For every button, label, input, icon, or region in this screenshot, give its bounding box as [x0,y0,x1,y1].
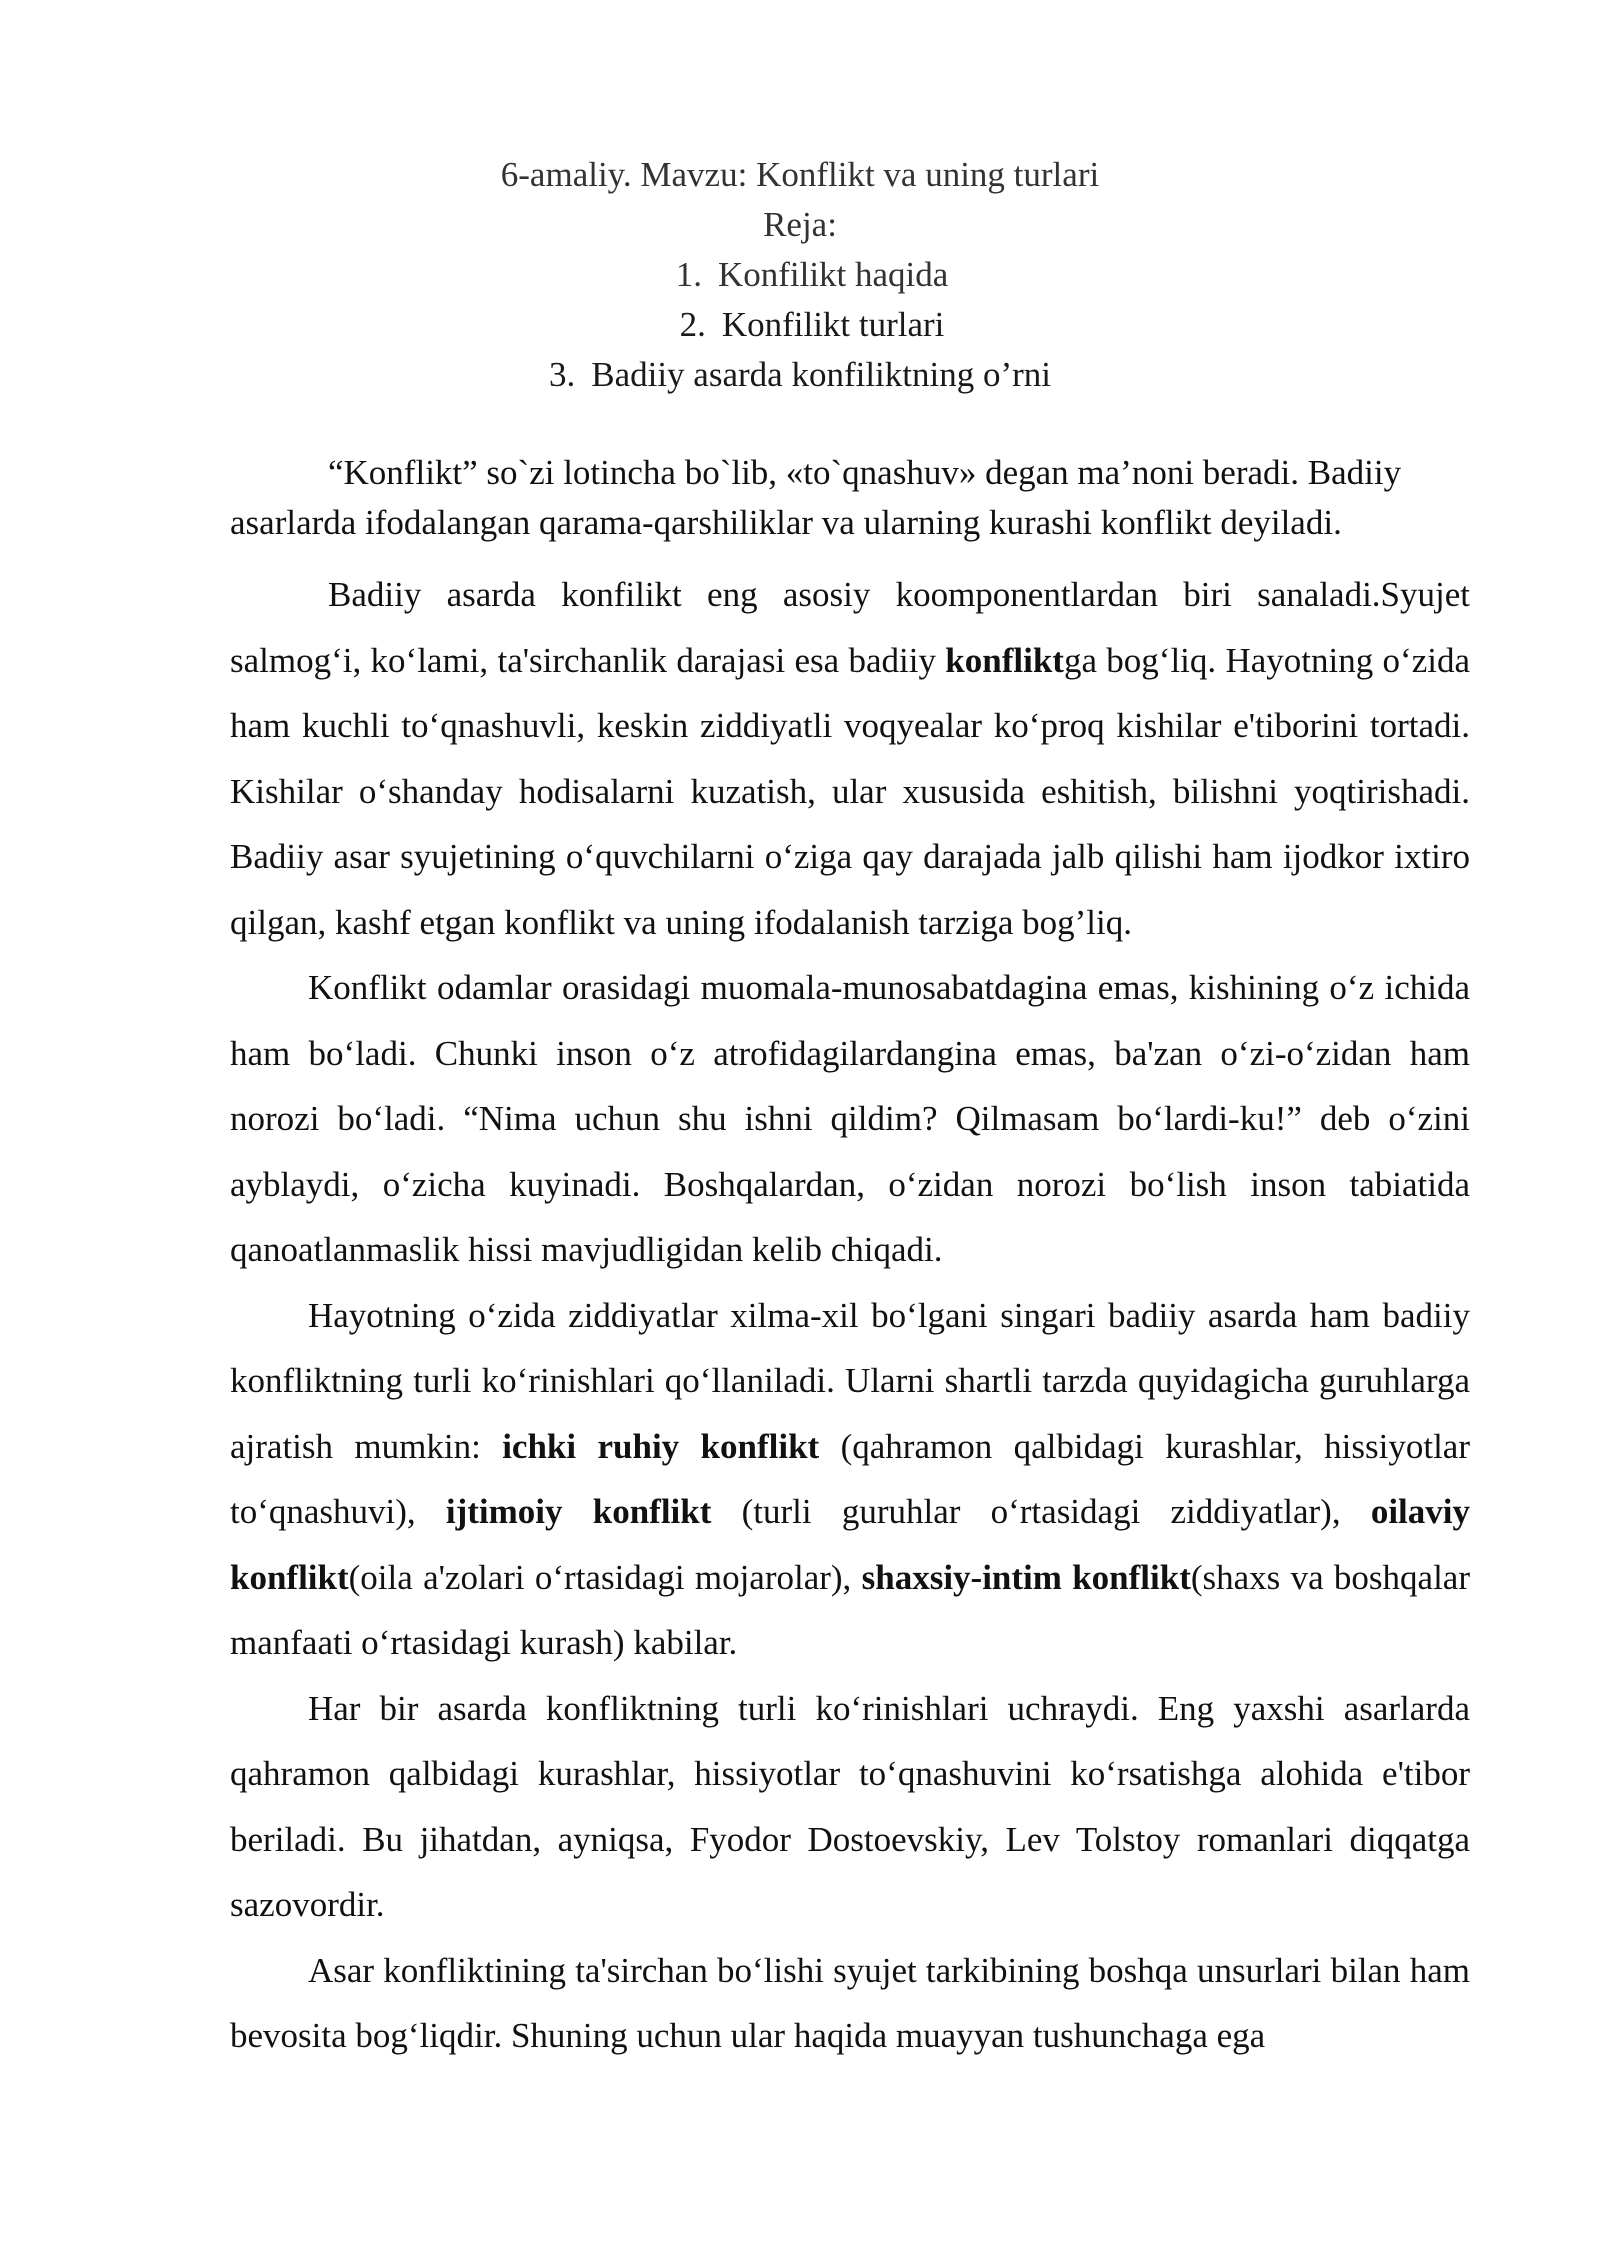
term-social-conflict: ijtimoiy konflikt [445,1492,712,1531]
plan-item-number: 3. [548,355,576,394]
intro-block [230,448,1470,548]
term-personal-conflict: shaxsiy-intim konflikt [861,1557,1191,1597]
document-header [0,150,1600,400]
plan-list [0,250,1600,400]
intro-line-2: asarlarda ifodalangan qarama-qarshiliklar va ularning kurashi konflikt deyiladi. [230,503,1342,542]
page-title: 6-amaliy. Mavzu: Konflikt va uning turlari [500,155,1100,194]
paragraph-3-text-2: (qahramon qalbidagi kurashlar, hissiyotlar to‘qnashuvi), [230,1426,1470,1531]
paragraph-1 [230,562,1470,955]
paragraph-3-text-3: (turli guruhlar o‘rtasidagi ziddiyatlar), [711,1492,1371,1531]
paragraph-5: Asar konfliktining ta'sirchan bo‘lishi syujet tarkibining boshqa unsurlari bilan ham bevosita bog‘liqdir. Shuning uchun ular haqida muayyan tushunchaga ega [230,1950,1470,2055]
plan-item-number: 2. [679,305,706,344]
term-inner-conflict: ichki ruhiy konflikt [502,1426,820,1466]
plan-item-text: Badiiy asarda konfiliktning o’rni [591,355,1052,394]
paragraph-4: Har bir asarda konfliktning turli ko‘rinishlari uchraydi. Eng yaxshi asarlarda qahramon qalbidagi kurashlar, hissiyotlar to‘qnashuvini ko‘rsatishga alohida e'tibor beriladi. Bu jihatdan, ayniqsa, Fyodor Dostoevskiy, Lev Tolstoy romanlari diqqatga sazovordir. [230,1688,1470,1924]
term-family-conflict: oilaviy konflikt [230,1492,1470,1597]
paragraph-3 [230,1283,1470,1676]
plan-label: Reja: [763,205,837,244]
plan-item [12,300,1600,350]
paragraph-3-text-1: Hayotning o‘zida ziddiyatlar xilma-xil bo‘lgani singari badiiy asarda ham badiiy konfliktning turli ko‘rinishlari qo‘llaniladi. Ularni shartli tarzda quyidagicha guruhlarga ajratish mumkin: [230,1295,1470,1466]
plan-item [12,250,1600,300]
paragraph-2: Konflikt odamlar orasidagi muomala-munosabatdagina emas, kishining o‘z ichida ham bo‘ladi. Chunki inson o‘z atrofidagilardangina emas, ba'zan o‘zi-o‘zidan ham norozi bo‘ladi. “Nima uchun shu ishni qildim? Qilmasam bo‘lardi-ku!” deb o‘zini ayblaydi, o‘zicha kuyinadi. Boshqalardan, o‘zidan norozi bo‘lish inson tabiatida qanoatlanmaslik hissi mavjudligidan kelib chiqadi. [230,968,1470,1269]
paragraph-3-text-4: (oila a'zolari o‘rtasidagi mojarolar), [348,1557,862,1597]
plan-item-text: Konfilikt haqida [717,255,949,294]
plan-item [0,350,1600,400]
paragraph-1-text-a: Badiiy asarda konfilikt eng asosiy koomponentlardan biri sanaladi.Syujet salmog‘i, ko‘lami, ta'sirchanlik darajasi esa badiiy [230,575,1470,680]
paragraph-1-bold-term: konflikt [945,640,1064,680]
intro-line-1: “Konflikt” so`zi lotincha bo`lib, «to`qnashuv» degan ma’noni beradi. Badiiy [328,453,1402,492]
plan-item-text: Konfilikt turlari [721,305,945,344]
paragraph-1-text-b: ga bog‘liq. Hayotning o‘zida ham kuchli to‘qnashuvli, keskin ziddiyatli voqyealar ko‘proq kishilar e'tiborini tortadi. Kishilar o‘shanday hodisalarni kuzatish, ular xususida eshitish, bilishni yoqtirishadi. Badiiy asar syujetining o‘quvchilarni o‘ziga qay darajada jalb qilishi ham ijodkor ixtiro qilgan, kashf etgan konflikt va uning ifodalanish tarziga bog’liq. [230,640,1470,942]
plan-item-number: 1. [675,255,702,294]
paragraph-3-text-5: (shaxs va boshqalar manfaati o‘rtasidagi kurash) kabilar. [230,1557,1470,1662]
main-text [230,562,1470,2069]
